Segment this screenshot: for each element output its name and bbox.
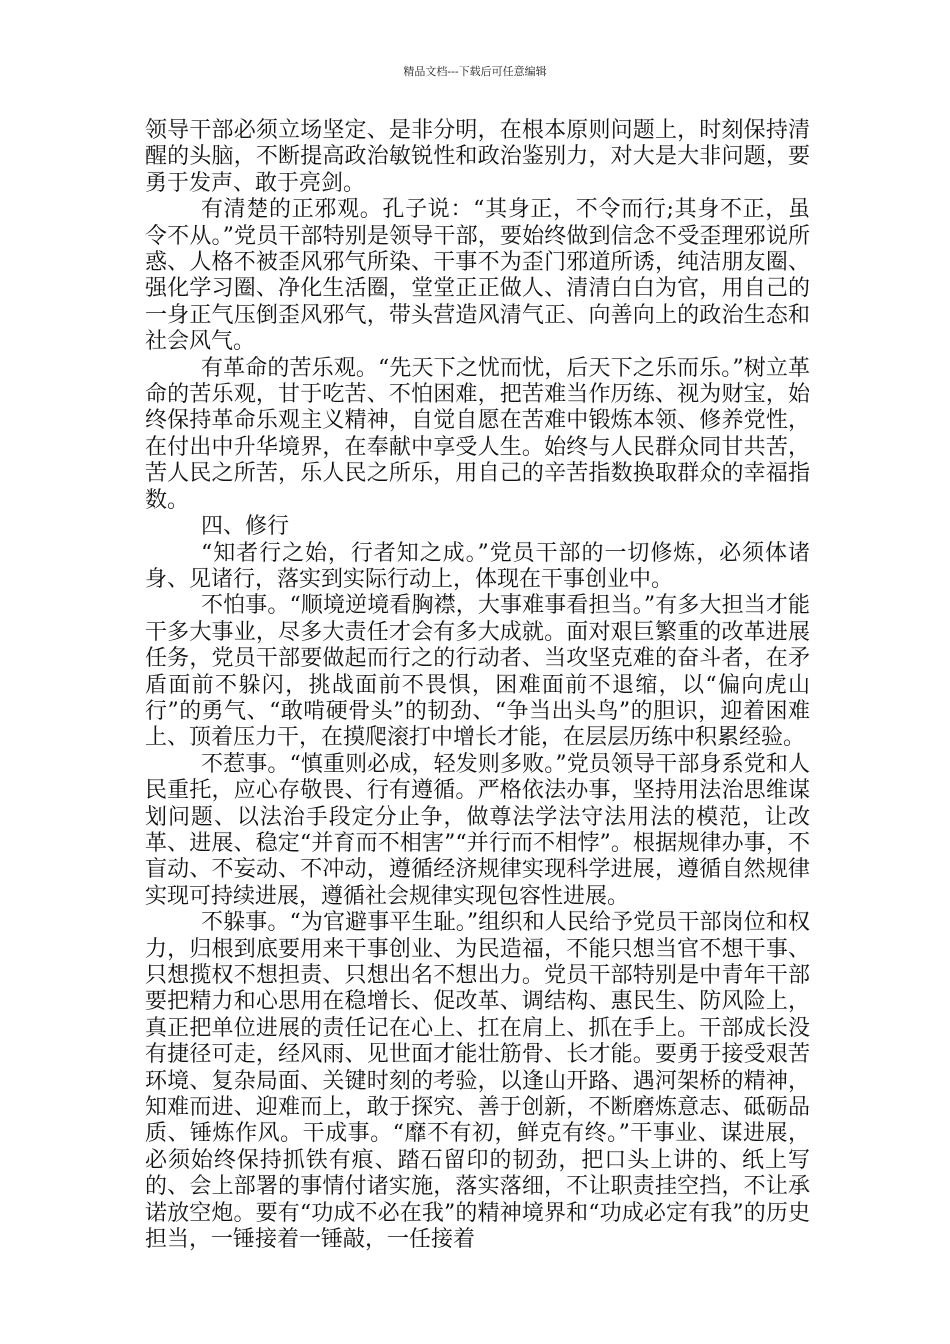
paragraph-not-afraid: 不怕事。“顺境逆境看胸襟，大事难事看担当。”有多大担当才能干多大事业，尽多大责任才会有多大成就。面对艰巨繁重的改革进展任务，党员干部要做起而行之的行动者、当攻坚克难的奋斗者，在矛盾面前不躲闪，挑战面前不畏惧，困难面前不退缩，以“偏向虎山行”的勇气、“敢啃硬骨头”的韧劲、“争当出头鸟”的胆识，迎着困难上、顶着压力干，在摸爬滚打中增长才能，在层层历练中积累经验。: [145, 593, 810, 751]
document-body: [145, 118, 810, 1253]
paragraph-right-wrong-view: 有清楚的正邪观。孔子说：“其身正，不令而行;其身不正，虽令不从。”党员干部特别是领导干部，要始终做到信念不受歪理邪说所惑、人格不被歪风邪气所染、干事不为歪门邪道所诱，纯洁朋友圈、强化学习圈、净化生活圈，堂堂正正做人、清清白白为官，用自己的一身正气压倒歪风邪气，带头营造风清气正、向善向上的政治生态和社会风气。: [145, 197, 810, 355]
section-heading-practice: 四、修行: [201, 514, 290, 540]
paragraph-hardship-joy-view: 有革命的苦乐观。“先天下之忧而忧，后天下之乐而乐。”树立革命的苦乐观，甘于吃苦、不怕困难，把苦难当作历练、视为财宝，始终保持革命乐观主义精神，自觉自愿在苦难中锻炼本领、修养党性，在付出中升华境界，在奉献中享受人生。始终与人民群众同甘共苦，苦人民之所苦，乐人民之所乐，用自己的辛苦指数换取群众的幸福指数。: [145, 355, 810, 513]
paragraph-knowledge-action: “知者行之始，行者知之成。”党员干部的一切修炼，必须体诸身、见诸行，落实到实际行动上，体现在干事创业中。: [145, 540, 810, 592]
page-header: 精品文档---下载后可任意编辑: [403, 65, 547, 78]
paragraph-political-stance: 领导干部必须立场坚定、是非分明，在根本原则问题上，时刻保持清醒的头脑，不断提高政治敏锐性和政治鉴别力，对大是大非问题，要勇于发声、敢于亮剑。: [145, 118, 810, 196]
paragraph-not-provoke: 不惹事。“慎重则必成，轻发则多败。”党员领导干部身系党和人民重托，应心存敬畏、行有遵循。严格依法办事，坚持用法治思维谋划问题、以法治手段定分止争，做尊法学法守法用法的模范，让改革、进展、稳定“并育而不相害”“并行而不相悖”。根据规律办事，不盲动、不妄动、不冲动，遵循经济规律实现科学进展，遵循自然规律实现可持续进展，遵循社会规律实现包容性进展。: [145, 751, 810, 909]
paragraph-not-avoid: 不躲事。“为官避事平生耻。”组织和人民给予党员干部岗位和权力，归根到底要用来干事创业、为民造福，不能只想当官不想干事、只想揽权不想担责、只想出名不想出力。党员干部特别是中青年干部要把精力和心思用在稳增长、促改革、调结构、惠民生、防风险上，真正把单位进展的责任记在心上、扛在肩上、抓在手上。干部成长没有捷径可走，经风雨、见世面才能壮筋骨、长才能。要勇于接受艰苦环境、复杂局面、关键时刻的考验，以逢山开路、遇河架桥的精神，知难而进、迎难而上，敢于探究、善于创新，不断磨炼意志、砥砺品质、锤炼作风。干成事。“靡不有初，鲜克有终。”干事业、谋进展，必须始终保持抓铁有痕、踏石留印的韧劲，把口头上讲的、纸上写的、会上部署的事情付诸实施，落实落细，不让职责挂空挡，不让承诺放空炮。要有“功成不必在我”的精神境界和“功成必定有我”的历史担当，一锤接着一锤敲，一任接着: [145, 910, 810, 1253]
